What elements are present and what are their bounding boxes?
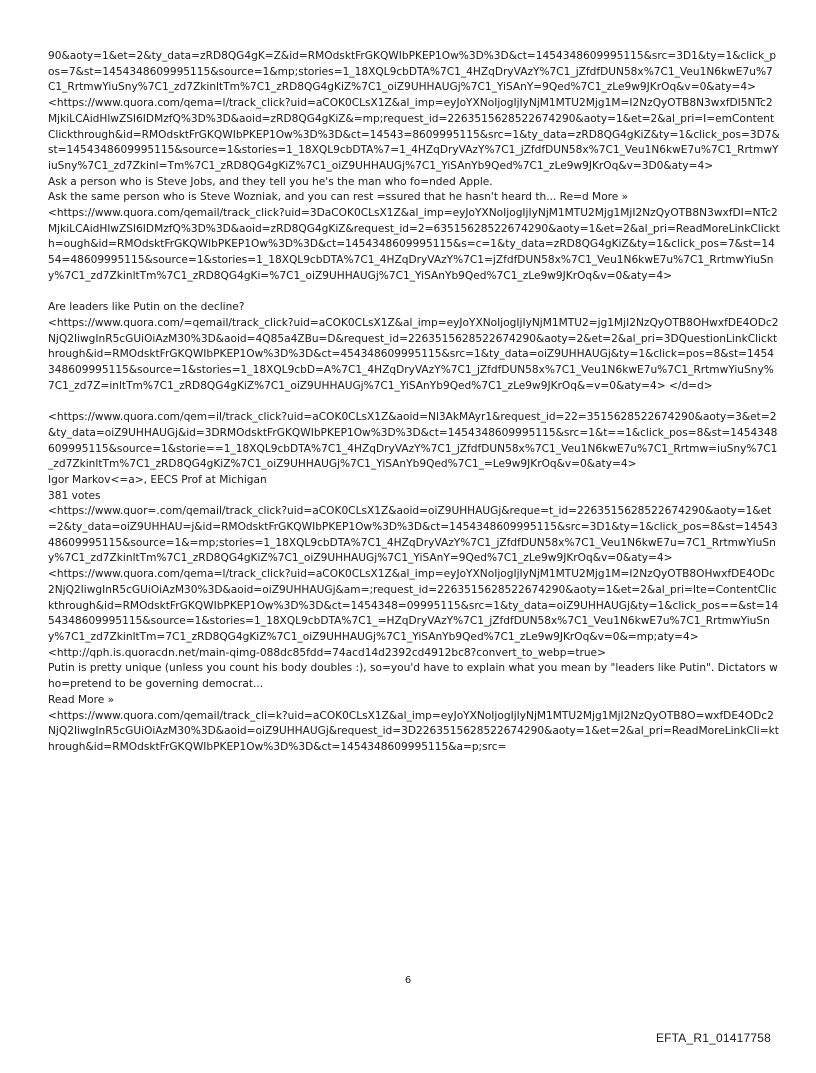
author-line: Igor Markov<=a>, EECS Prof at Michigan	[48, 473, 267, 486]
bates-number: EFTA_R1_01417758	[655, 1031, 771, 1045]
tracking-link[interactable]: <https://www.quora.com/qema=l/track_click?uid=aCOK0CLsX1Z&al_imp=eyJoYXNoIjogIjIyNjM1MTU2Mjg1M=I2NzQyOTB8OHwxfDE4ODc2NjQ2IiwgInR5cGUiOiAzM30%3D&aoid=oiZ9UHHAUGj&am=;request_id=226351562852267429​0&aoty=1&et=2&al_pri=Ite=ContentClickthrough&id=RMOdsktFrGKQWIbPKEP1Ow%3D%3D&ct=1454348=09995115&src=1&ty_data=oiZ9UHHAUGj&ty=1&click_pos==&st=1454348609995115&source=1&stories=1_18XQL9cbDTA%7C1_=HZqDryVAzY%7C1_jZfdfDUN58x%7C1_Veu1N6kwE7u%7C1_RrtmwYiuSny%7C1_zd7ZkinltTm=7C1_zRD8QG4gKiZ%7C1_oiZ9UHHAUGj%7C1_YiSAnYb9Qed%7C1_zLe9w9JKrOq&v=0&=mp;aty=4>	[48, 568, 779, 643]
tracking-link[interactable]: <https://www.quora.com/qema=l/track_click?uid=aCOK0CLsX1Z&al_imp=eyJoYXNoIjogIjIyNjM1MTU2Mjg1M=I2NzQyOTB8N3wxfDI5NTc2MjkiLCAidHlwZSI6IDMzfQ%3D%3D&aoid=zRD8QG4gKiZ&=mp;request_id=226351562852267429​0&aoty=1&et=2&al_pri=I=emContentClickthrough&id=RMOdsktFrGKQWIbPKEP1Ow%3D%3D&ct=14543=8609995115&src=1&ty_data=zRD8QG4gKiZ&ty=1&click_pos=3D7&st=1454348609995115&source=1&stories=1_18XQL9cbDTA%7=1_4HZqDryVAzY%7C1_jZfdfDUN58x%7C1_Veu1N6kwE7u%7C1_RrtmwYiuSny%7C1_zd7Zkinl=Tm%7C1_zRD8QG4gKiZ%7C1_oiZ9UHHAUGj%7C1_YiSAnYb9Qed%7C1_zLe9w9JKrOq&v=3D0&aty=4>	[48, 97, 780, 172]
paragraph-gap	[48, 394, 780, 410]
email-body-text	[48, 49, 780, 756]
text-line: Ask the same person who is Steve Wozniak, and you can rest =ssured that he hasn't heard th... Re=d More »	[48, 191, 629, 204]
text-line: 90&aoty=1&et=2&ty_data=zRD8QG4gK=Z&id=RMOdsktFrGKQWIbPKEP1Ow%3D%3D&ct=1454348609995115&src=3D1&ty=1&click_pos=7&st=1454348609995115&source=1&mp;stories=1_18XQL9cbDTA%7C1_4HZqDryVAzY%7C1_jZfdfDUN58x%7C1_Veu1N6kwE7u%7C1_RrtmwYiuSny%7C1_zd7ZkinltTm%7C1_zRD8QG4gKiZ%7C1_oiZ9UHHAUGj%7C1_YiSAnY=9Qed%7C1_zLe9w9JKrOq&v=0&aty=4>	[48, 50, 777, 94]
tracking-link[interactable]: <https://www.quor=.com/qemail/track_click?uid=aCOK0CLsX1Z&aoid=oiZ9UHHAUGj&reque=t_id=226351562852267429​0&aoty=1&et=2&ty_data=oiZ9UHHAU=j&id=RMOdsktFrGKQWIbPKEP1Ow%3D%3D&ct=1454348609995115&src=3D1&ty=1&click_pos=8&st=1454348609995115&source=1&=mp;stories=1_18XQL9cbDTA%7C1_4HZqDryVAzY%7C1_jZfdfDUN58x%7C1_Veu1N6kwE7u=7C1_RrtmwYiuSny%7C1_zd7ZkinltTm%7C1_zRD8QG4gKiZ%7C1_oiZ9UHHAUGj%7C1_YiSAnY=9Qed%7C1_zLe9w9JKrOq&v=0&aty=4>	[48, 505, 778, 565]
image-link[interactable]: <http://qph.is.quoracdn.net/main-qimg-088dc85fdd=74acd14d2392cd4912bc8?convert_to_webp=true>	[48, 646, 606, 659]
question-title: Are leaders like Putin on the decline?	[48, 301, 245, 314]
tracking-link[interactable]: <https://www.quora.com/qemail/track_click?uid=3DaCOK0CLsX1Z&al_imp=eyJoYXNoIjogIjIyNjM1MTU2Mjg1MjI2NzQyOTB8N3wxfDI=NTc2MjkiLCAidHlwZSI6IDMzfQ%3D%3D&aoid=zRD8QG4gKiZ&request_id=2=6351562852267429​0&aoty=1&et=2&al_pri=ReadMoreLinkClickth=ough&id=RMOdsktFrGKQWIbPKEP1Ow%3D%3D&ct=1454348609995115&s=c=1&ty_data=zRD8QG4gKiZ&ty=1&click_pos=7&st=1454=48609995115&source=1&stories=1_18XQL9cbDTA%7C1_4HZqDryVAzY%7C1=jZfdfDUN58x%7C1_Veu1N6kwE7u%7C1_RrtmwYiuSny%7C1_zd7ZkinltTm%7C1_zRD8QG4gKi=%7C1_oiZ9UHHAUGj%7C1_YiSAnYb9Qed%7C1_zLe9w9JKrOq&v=0&aty=4>	[48, 207, 780, 282]
paragraph-gap	[48, 285, 780, 301]
vote-count: 381 votes	[48, 489, 101, 502]
read-more-link[interactable]: Read More »	[48, 693, 115, 706]
tracking-link[interactable]: <https://www.quora.com/qem=il/track_click?uid=aCOK0CLsX1Z&aoid=Nl3AkMAyr1&request_id=22=3515628522674290&aoty=3&et=2&ty_data=oiZ9UHHAUGj&id=3DRMOdsktFrGKQWIbPKEP1Ow%3D%3D&ct=1454348609995115&src=1&t==1&click_pos=8&st=1454348609995115&source=1&storie==1_18XQL9cbDTA%7C1_4HZqDryVAzY%7C1_jZfdfDUN58x%7C1_Veu1N6kwE7u%7C1_Rrtmw=iuSny%7C1_zd7ZkinltTm%7C1_zRD8QG4gKiZ%7C1_oiZ9UHHAUGj%7C1_YiSAnYb9Qed%7C1_=Le9w9JKrOq&v=0&aty=4>	[48, 411, 778, 471]
answer-snippet: Putin is pretty unique (unless you count his body doubles :), so=you'd have to explain what you mean by "leaders like Putin". Dictators who=pretend to be governing democrat...	[48, 662, 778, 691]
tracking-link[interactable]: <https://www.quora.com/=qemail/track_click?uid=aCOK0CLsX1Z&al_imp=eyJoYXNoIjogIjIyNjM1MTU2=jg1MjI2NzQyOTB8OHwxfDE4ODc2NjQ2IiwgInR5cGUiOiAzM30%3D&aoid=4Q85a4ZBu=D&request_id=2263515628522674290&aoty=2&et=2&al_pri=3DQuestionLinkClickthrough&id=RMOdsktFrGKQWIbPKEP1Ow%3D%3D&ct=454348609995115&src=1&ty_data=oiZ9UHHAUGj&ty=1&click=pos=8&st=1454348609995115&source=1&stories=1_18XQL9cbD=A%7C1_4HZqDryVAzY%7C1_jZfdfDUN58x%7C1_Veu1N6kwE7u%7C1_RrtmwYiuSny%7C1_zd7Z=inltTm%7C1_zRD8QG4gKiZ%7C1_oiZ9UHHAUGj%7C1_YiSAnYb9Qed%7C1_zLe9w9JKrOq&=v=0&aty=4> </d=d>	[48, 316, 779, 392]
page-number: 6	[404, 975, 412, 986]
tracking-link[interactable]: <https://www.quora.com/qemail/track_cli=k?uid=aCOK0CLsX1Z&al_imp=eyJoYXNoIjogIjIyNjM1MTU2Mjg1MjI2NzQyOTB8O=wxfDE4ODc2NjQ2IiwgInR5cGUiOiAzM30%3D&aoid=oiZ9UHHAUGj&request_id=3D2263515628522674290&aoty=1&et=2&al_pri=ReadMoreLinkCli=kthrough&id=RMOdsktFrGKQWIbPKEP1Ow%3D%3D&ct=1454348609995115&a=p;src=	[48, 709, 779, 753]
text-line: Ask a person who is Steve Jobs, and they tell you he's the man who fo=nded Apple.	[48, 175, 493, 188]
